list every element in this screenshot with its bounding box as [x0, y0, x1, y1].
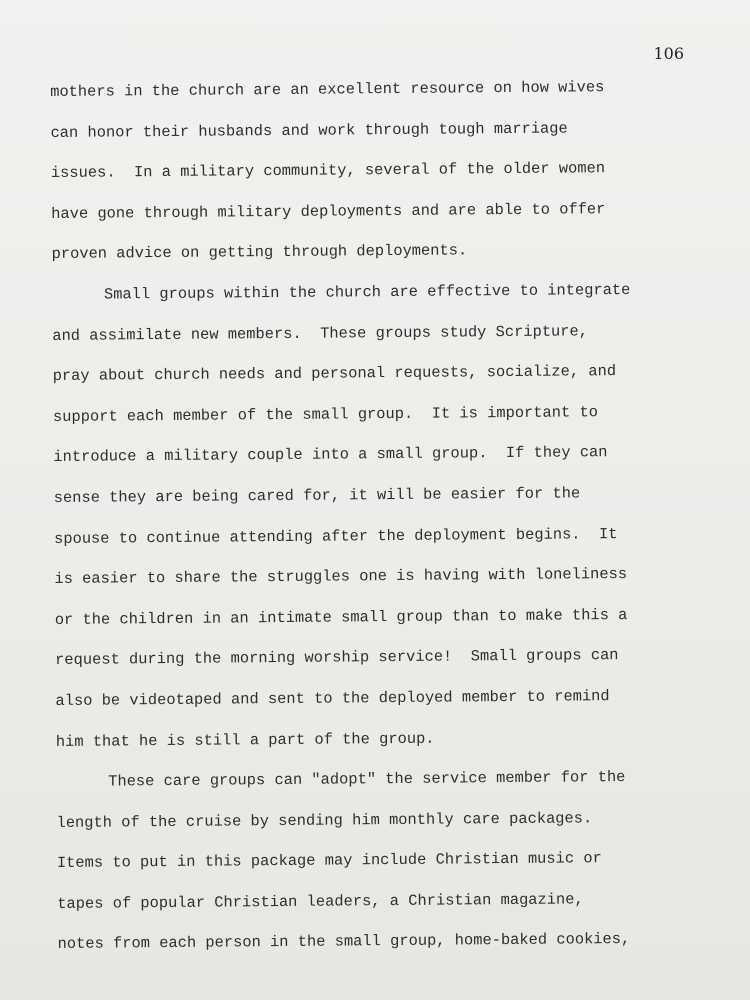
text-line: support each member of the small group. It is important to [52, 402, 598, 426]
paragraph-start-line: Small groups within the church are effective to integrate [103, 280, 631, 304]
text-line: or the children in an intimate small group than to make this a [54, 605, 628, 629]
paragraph-start-line: These care groups can "adopt" the service member for the [108, 768, 626, 791]
text-line: notes from each person in the small group, home-baked cookies, [57, 930, 631, 954]
text-line: have gone through military deployments and are able to offer [51, 199, 606, 223]
text-line: him that he is still a part of the group. [55, 729, 435, 751]
text-line: issues. In a military community, several of the older women [50, 159, 606, 183]
text-line: also be videotaped and sent to the deployed member to remind [55, 687, 610, 710]
text-line: proven advice on getting through deployments. [51, 241, 468, 264]
page-number: 106 [653, 44, 684, 63]
text-line: pray about church needs and personal requests, socialize, and [52, 362, 617, 386]
text-line: tapes of popular Christian leaders, a Christian magazine, [57, 890, 584, 913]
text-line: introduce a military couple into a small group. If they can [53, 443, 608, 467]
text-line: mothers in the church are an excellent resource on how wives [50, 78, 605, 101]
text-line: sense they are being cared for, it will be easier for the [53, 484, 581, 507]
text-line: length of the cruise by sending him monthly care packages. [56, 808, 593, 832]
text-line: can honor their husbands and work through tough marriage [50, 119, 568, 142]
text-line: request during the morning worship service! Small groups can [55, 646, 619, 670]
text-line: is easier to share the struggles one is having with loneliness [54, 565, 628, 589]
text-line: and assimilate new members. These groups study Scripture, [52, 321, 589, 345]
text-line: Items to put in this package may include Christian music or [56, 849, 602, 873]
body-text [50, 66, 708, 965]
text-line: spouse to continue attending after the deployment begins. It [53, 524, 618, 548]
